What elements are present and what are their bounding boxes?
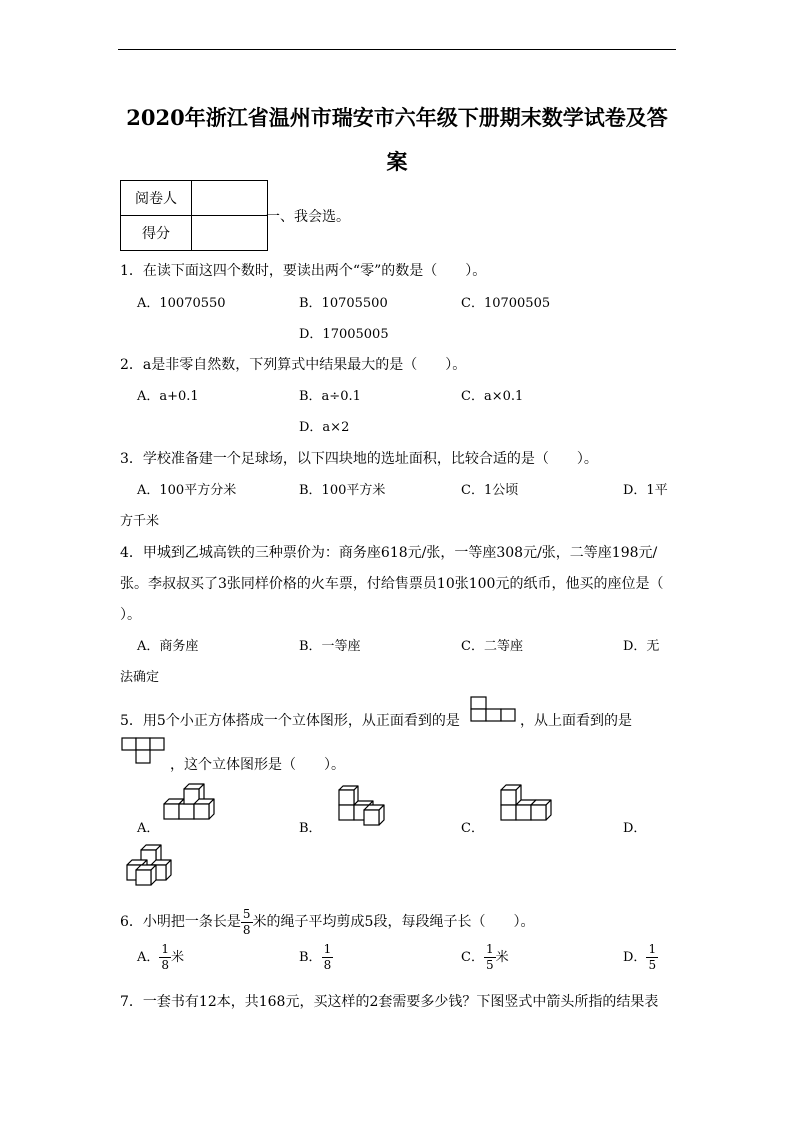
q3-option-d-wrap: 方千米 <box>120 514 160 529</box>
q6-option-a-label: A． <box>137 950 160 965</box>
q6-option-c-fraction <box>484 942 496 973</box>
q6-stem-part-2: 米的绳子平均剪成5段，每段绳子长（ ）。 <box>252 914 535 930</box>
q4-option-a[interactable]: A．商务座 <box>137 639 199 654</box>
q1-option-c[interactable]: C．10700505 <box>461 296 551 311</box>
q6-option-b-denominator: 8 <box>323 958 332 972</box>
q6-fraction-numerator: 5 <box>242 906 251 921</box>
q2-option-d[interactable]: D．a×2 <box>299 420 350 435</box>
score-label: 得分 <box>121 216 192 251</box>
q6-option-b-label: B． <box>299 950 322 965</box>
q6-option-b-numerator: 1 <box>323 942 332 956</box>
q5-option-a-cube-figure <box>162 778 224 822</box>
q4-stem-line-1: 4．甲城到乙城高铁的三种票价为：商务座618元/张，一等座308元/张，二等座198元/ <box>120 545 658 561</box>
q6-option-c[interactable] <box>461 942 509 973</box>
q4-option-c[interactable]: C．二等座 <box>461 639 523 654</box>
q4-stem-line-2: 张。李叔叔买了3张同样价格的火车票，付给售票员10张100元的纸币，他买的座位是（ <box>120 576 664 592</box>
reviewer-label: 阅卷人 <box>121 181 192 216</box>
q6-option-a[interactable] <box>137 942 184 973</box>
q5-stem-part-3: ，这个立体图形是（ ）。 <box>170 757 345 773</box>
q6-option-b[interactable] <box>299 942 333 973</box>
reviewer-field[interactable] <box>192 181 268 216</box>
q6-option-a-fraction <box>159 942 171 973</box>
q4-stem-line-3: ）。 <box>120 607 141 623</box>
q3-option-d[interactable]: D．1平 <box>623 483 668 498</box>
q2-option-b[interactable]: B．a÷0.1 <box>299 389 361 404</box>
q1-option-d[interactable]: D．17005005 <box>299 327 389 342</box>
q5-option-d-cube-figure <box>124 840 182 888</box>
q4-option-b[interactable]: B．一等座 <box>299 639 361 654</box>
q3-option-a[interactable]: A．100平方分米 <box>137 483 237 498</box>
header-rule <box>118 49 676 50</box>
q6-fraction <box>241 907 253 938</box>
q5-option-d[interactable]: D． <box>623 821 647 836</box>
q2-option-a[interactable]: A．a+0.1 <box>137 389 199 404</box>
q6-stem-part-1: 6．小明把一条长是 <box>120 914 241 930</box>
q6-stem <box>120 906 534 938</box>
top-view-figure <box>121 737 165 765</box>
q6-option-c-label: C． <box>461 950 484 965</box>
q5-option-a[interactable]: A． <box>137 821 160 836</box>
q5-option-b[interactable]: B． <box>299 821 322 836</box>
q5-option-c[interactable]: C． <box>461 821 484 836</box>
q6-option-b-fraction <box>322 942 334 973</box>
q1-option-b[interactable]: B．10705500 <box>299 296 388 311</box>
score-box <box>120 180 268 251</box>
q4-option-d[interactable]: D．无 <box>623 639 660 654</box>
q6-option-a-numerator: 1 <box>161 942 170 956</box>
q6-option-d-label: D． <box>623 950 647 965</box>
q6-option-d[interactable] <box>623 942 658 973</box>
q6-option-d-fraction <box>646 942 658 973</box>
score-field[interactable] <box>192 216 268 251</box>
q6-option-d-numerator: 1 <box>648 942 657 956</box>
q5-stem-part-2: ，从上面看到的是 <box>520 713 632 729</box>
q2-stem: 2．a是非零自然数，下列算式中结果最大的是（ ）。 <box>120 357 467 373</box>
q6-option-c-numerator: 1 <box>485 942 494 956</box>
q5-option-b-cube-figure <box>336 784 392 828</box>
q3-option-c[interactable]: C．1公顷 <box>461 483 519 498</box>
section-title: 一、我会选。 <box>266 209 350 225</box>
q1-option-a[interactable]: A．10070550 <box>137 296 226 311</box>
q6-option-a-unit: 米 <box>171 950 185 965</box>
q4-option-d-wrap: 法确定 <box>120 670 160 685</box>
q6-option-c-unit: 米 <box>495 950 509 965</box>
page-title-line-2: 案 <box>386 149 408 174</box>
q5-option-c-cube-figure <box>498 780 558 828</box>
q6-option-c-denominator: 5 <box>485 958 494 972</box>
q7-stem: 7．一套书有12本，共168元，买这样的2套需要多少钱？下图竖式中箭头所指的结果表 <box>120 994 659 1010</box>
page-title-line-1: 2020年浙江省温州市瑞安市六年级下册期末数学试卷及答 <box>126 105 668 130</box>
q3-option-b[interactable]: B．100平方米 <box>299 483 386 498</box>
q1-stem: 1．在读下面这四个数时，要读出两个“零”的数是（ ）。 <box>120 263 487 279</box>
q6-option-a-denominator: 8 <box>161 958 170 972</box>
q3-stem: 3．学校准备建一个足球场，以下四块地的选址面积，比较合适的是（ ）。 <box>120 451 598 467</box>
q6-fraction-denominator: 8 <box>242 922 251 937</box>
front-view-figure <box>470 696 516 722</box>
q5-stem-part-1: 5．用5个小正方体搭成一个立体图形，从正面看到的是 <box>120 713 460 729</box>
q6-option-d-denominator: 5 <box>648 958 657 972</box>
q2-option-c[interactable]: C．a×0.1 <box>461 389 524 404</box>
